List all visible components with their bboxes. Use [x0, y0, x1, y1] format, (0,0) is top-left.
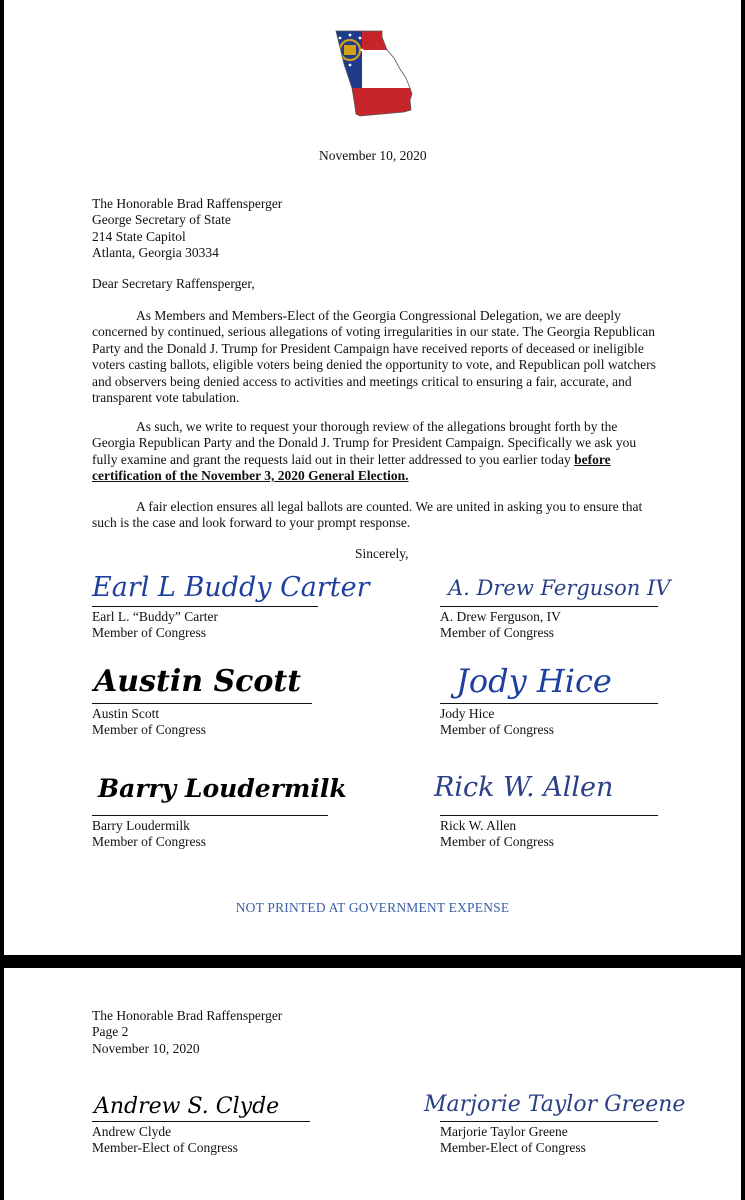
address-line: 214 State Capitol: [92, 228, 186, 244]
header-line: Page 2: [92, 1024, 129, 1040]
signature-hice: Jody Hice: [456, 662, 612, 700]
page-2-header: [92, 1008, 282, 1057]
paragraph-2-text: As such, we write to request your thorough review of the allegations brought forth by the Georgia Republican Party and the Donald J. Trump for President Campaign. Specifically we ask you fully examine and grant the requests laid out in their letter addressed to you earlier today: [92, 419, 637, 467]
body-paragraph-1: As Members and Members-Elect of the Georgia Congressional Delegation, we are deeply concerned by continued, serious allegations of voting irregularities in our state. The Georgia Republican Party and the Donald J. Trump for President Campaign have received reports of deceased or ineligible voters casting ballots, eligible voters being denied the opportunity to vote, and Republican poll watchers and observers being denied access to activities and meetings critical to ensuring a fair, accurate, and transparent vote tabulation.: [92, 308, 656, 406]
signature-line: [440, 703, 658, 704]
letter-date: November 10, 2020: [319, 148, 427, 163]
address-line: Atlanta, Georgia 30334: [92, 245, 219, 261]
letter-page-2: [4, 968, 741, 1200]
signature-line: [440, 606, 658, 607]
signer-clyde: Andrew Clyde Member-Elect of Congress: [92, 1124, 238, 1156]
footer-notice: NOT PRINTED AT GOVERNMENT EXPENSE: [235, 900, 510, 915]
signature-line: [92, 606, 318, 607]
certification-emphasis: before certification of the November 3, 2020 General Election.: [92, 451, 611, 484]
signer-carter: Earl L. “Buddy” Carter Member of Congress: [92, 609, 218, 641]
signature-scott: Austin Scott: [94, 664, 302, 699]
signer-scott: Austin Scott Member of Congress: [92, 706, 206, 738]
signature-line: [92, 1121, 310, 1122]
signature-loudermilk: Barry Loudermilk: [98, 774, 347, 803]
signature-greene: Marjorie Taylor Greene: [424, 1092, 686, 1117]
header-line: The Honorable Brad Raffensperger: [92, 1008, 283, 1023]
body-paragraph-2: [92, 419, 658, 485]
signer-loudermilk: Barry Loudermilk Member of Congress: [92, 818, 206, 850]
salutation: Dear Secretary Raffensperger,: [92, 276, 255, 291]
header-line: November 10, 2020: [92, 1040, 200, 1056]
address-line: The Honorable Brad Raffensperger: [92, 196, 283, 211]
signature-line: [440, 1121, 658, 1122]
signature-line: [440, 815, 658, 816]
signature-clyde: Andrew S. Clyde: [94, 1094, 280, 1119]
signature-ferguson: A. Drew Ferguson IV: [448, 576, 671, 600]
signer-greene: Marjorie Taylor Greene Member-Elect of Congress: [440, 1124, 586, 1156]
signer-hice: Jody Hice Member of Congress: [440, 706, 554, 738]
signature-allen: Rick W. Allen: [434, 772, 614, 803]
body-paragraph-3: A fair election ensures all legal ballots are counted. We are united in asking you to ensure that such is the case and look forward to your prompt response.: [92, 499, 643, 531]
signer-allen: Rick W. Allen Member of Congress: [440, 818, 554, 850]
letter-page-1: [4, 0, 741, 955]
signature-carter: Earl L Buddy Carter: [92, 572, 370, 603]
signature-line: [92, 815, 328, 816]
closing: Sincerely,: [355, 546, 409, 561]
address-line: George Secretary of State: [92, 212, 231, 228]
georgia-state-map-logo: [330, 28, 420, 120]
recipient-address: [92, 196, 282, 262]
signature-line: [92, 703, 312, 704]
signer-ferguson: A. Drew Ferguson, IV Member of Congress: [440, 609, 561, 641]
